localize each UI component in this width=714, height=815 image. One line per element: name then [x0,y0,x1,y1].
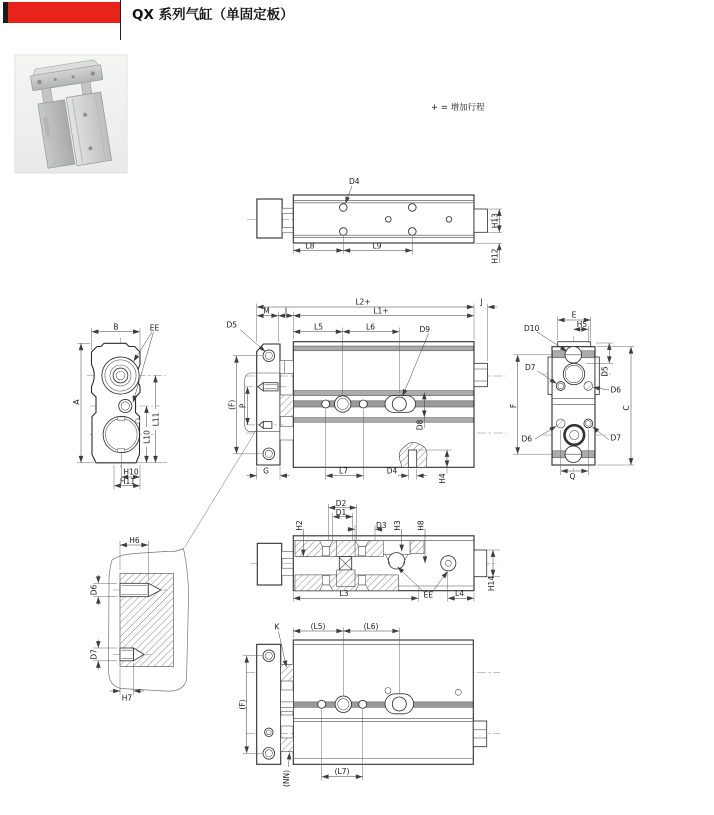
dim-label-d6-top: D6 [610,385,622,395]
view-left [72,322,167,489]
page-header [3,0,294,40]
product-photo [15,55,127,173]
dim-label-d5-right: D5 [600,366,610,377]
dim-label-l5-bottom: (L5) [310,621,326,631]
dim-label-f-front: (F) [227,399,237,410]
dim-label-d7-top: D7 [525,362,536,372]
top-left-cap [257,199,282,238]
dim-label-l3: L3 [339,589,349,599]
dim-label-l11: L11 [151,412,161,427]
dim-label-h7: H7 [121,693,133,703]
dim-label-l4: L4 [455,589,464,599]
view-section [250,499,500,602]
dim-label-g: G [263,466,269,476]
header-black-tab [3,2,8,23]
dim-label-l9: L9 [372,241,382,251]
dim-label-ee-left: EE [149,323,160,333]
dim-label-c: C [622,405,632,411]
dim-label-d4-front: D4 [386,466,398,476]
top-right-boss [474,209,487,232]
dim-label-h11: H11 [119,476,136,486]
dim-label-h2: H2 [294,520,304,531]
dim-label-a: A [72,399,82,405]
stroke-note: + = 增加行程 [431,103,485,113]
dim-label-d1: D1 [335,507,347,517]
dim-label-k: K [274,622,280,632]
dim-label-l5: L5 [314,322,323,332]
dim-label-d8: D8 [415,419,425,431]
dim-label-h5: H5 [576,320,588,330]
dim-label-d7-detail: D7 [89,649,99,660]
section-left-cap [257,543,281,585]
dim-label-d4-top: D4 [349,177,360,186]
header-red-bar [8,2,120,23]
dim-label-h13: H13 [490,213,500,229]
dim-label-l6-bottom: (L6) [363,621,379,631]
dim-label-i: I [284,306,288,316]
front-pin [408,450,416,467]
dim-label-p: P [238,403,248,409]
dim-label-d10: D10 [524,323,540,333]
dim-label-e: E [571,310,577,320]
front-plate [257,344,280,465]
page-title: QX 系列气缸（单固定板） [132,7,294,23]
dim-label-h4: H4 [438,473,447,484]
dim-label-h6: H6 [129,535,140,545]
bottom-right-boss [473,721,486,747]
dim-label-f-right: F [508,403,518,409]
dim-label-m: M [263,306,270,316]
dim-label-l7-bottom: (L7) [334,767,350,777]
dim-label-f-bottom: (F) [237,699,247,710]
dim-label-l10: L10 [142,430,152,444]
dim-label-l1plus: L1+ [373,306,389,316]
view-right [509,311,634,482]
view-bottom [238,622,500,787]
dim-label-h12: H12 [490,248,500,264]
dim-label-d3: D3 [376,520,387,530]
dim-label-l2plus: L2+ [355,297,371,307]
dim-label-d5-front: D5 [226,320,238,330]
dim-label-l8: L8 [305,241,315,251]
dim-label-d2: D2 [335,498,347,508]
dim-label-d7-bottom: D7 [610,433,622,443]
dim-label-j: J [480,297,483,307]
dim-label-d6-bottom: D6 [521,434,533,444]
right-top-cap [558,342,591,347]
dim-label-l6: L6 [366,322,375,332]
front-right-boss [474,363,488,386]
view-top [247,177,502,264]
dim-label-l7: L7 [339,466,348,476]
dim-label-q: Q [569,472,576,482]
dim-label-h8: H8 [416,520,426,531]
dim-label-d6-detail: D6 [89,584,99,596]
dim-label-ee-section: EE [423,590,434,600]
dim-label-nn: (NN) [281,769,291,788]
dim-label-d9: D9 [419,324,431,334]
dim-label-h10: H10 [123,467,139,477]
dim-label-h3: H3 [393,520,403,531]
view-detail [90,536,189,703]
dim-label-b: B [113,322,119,332]
section-right-boss [474,550,487,577]
dim-label-h14: H14 [487,575,496,592]
bottom-plate [257,644,281,764]
